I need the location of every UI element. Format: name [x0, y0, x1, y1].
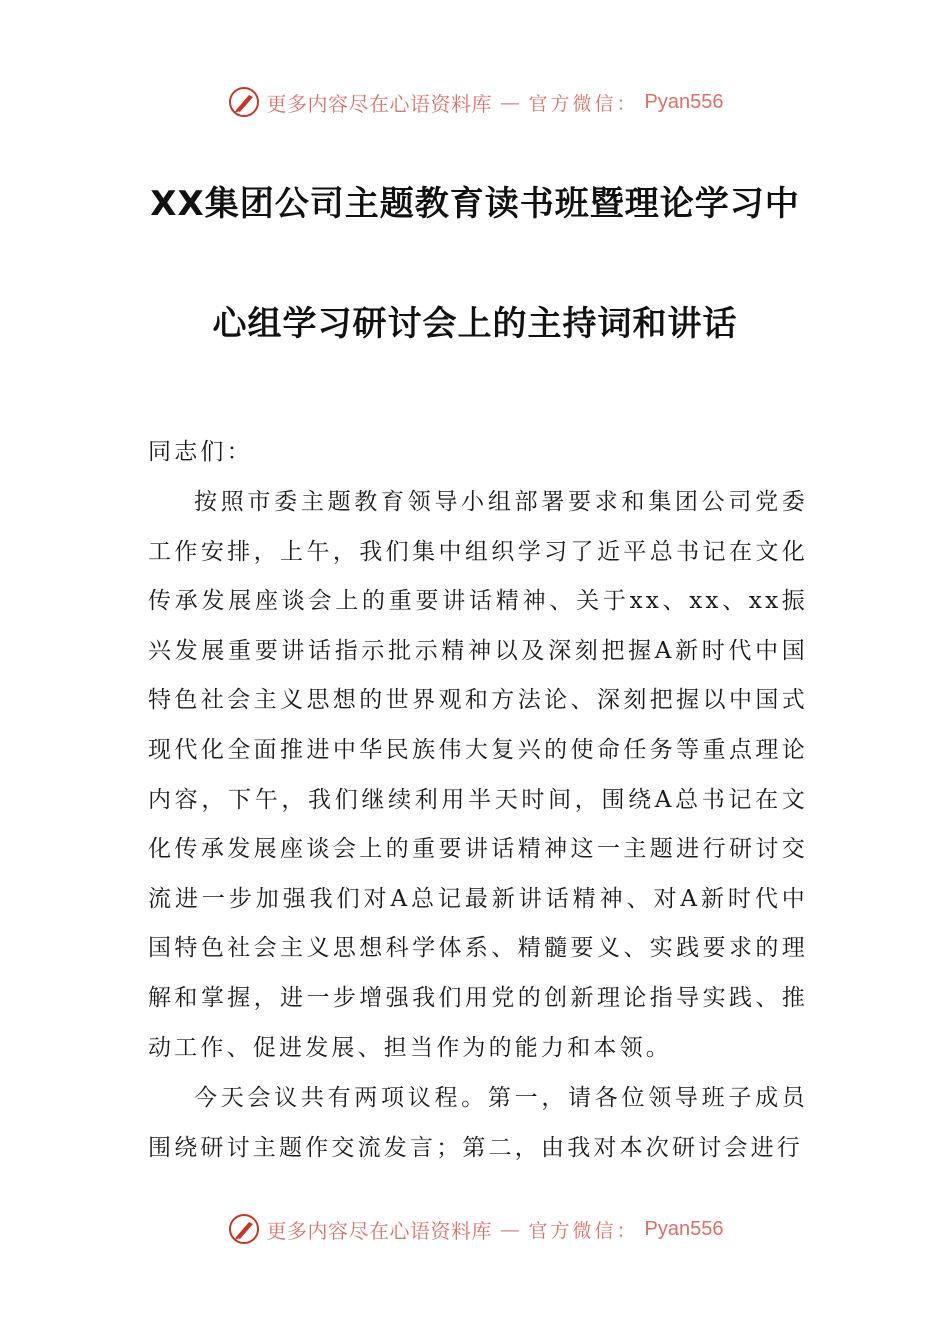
salutation: 同志们： — [148, 439, 253, 465]
header-watermark — [0, 80, 950, 124]
paragraph-text: 按照市委主题教育领导小组部署要求和集团公司党委工作安排，上午，我们集中组织学习了近平总书记在文化传承发展座谈会上的重要讲话精神、关于xx、xx、xx振兴发展重要讲话指示批示精神以及深刻把握A新时代中国特色社会主义思想的世界观和方法论、深刻把握以中国式现代化全面推进中华民族伟大复兴的使命任务等重点理论内容，下午，我们继续利用半天时间，围绕A总书记在文化传承发展座谈会上的重要讲话精神这一主题进行研讨交流进一步加强我们对A总记最新讲话精神、对A新时代中国特色社会主义思想科学体系、精髓要义、实践要求的理解和掌握，进一步增强我们用党的创新理论指导实践、推动工作、促进发展、担当作为的能力和本领。 — [148, 489, 808, 1061]
watermark-site-text: 更多内容尽在心语资料库 — [266, 1218, 492, 1243]
watermark-label: 官方微信： — [528, 1219, 639, 1242]
watermark-separator: — — [500, 90, 521, 114]
document-title-line-2: 心组学习研讨会上的主持词和讲话 — [212, 304, 738, 344]
body-paragraph — [148, 1074, 808, 1173]
pen-nib-logo-icon — [227, 85, 261, 119]
pen-nib-logo-icon — [227, 1212, 261, 1246]
body-paragraph — [148, 478, 808, 1073]
document-title-line-1: XX集团公司主题教育读书班暨理论学习中 — [150, 184, 800, 224]
watermark-wechat-id: Pyan556 — [644, 90, 724, 113]
watermark-site-text: 更多内容尽在心语资料库 — [266, 91, 492, 116]
footer-watermark — [0, 1207, 950, 1251]
watermark-separator: — — [500, 1217, 521, 1241]
watermark-label: 官方微信： — [528, 92, 639, 115]
watermark-wechat-id: Pyan556 — [644, 1217, 724, 1240]
paragraph-text: 今天会议共有两项议程。第一，请各位领导班子成员围绕研讨主题作交流发言；第二，由我对本次研讨会进行 — [148, 1085, 808, 1161]
